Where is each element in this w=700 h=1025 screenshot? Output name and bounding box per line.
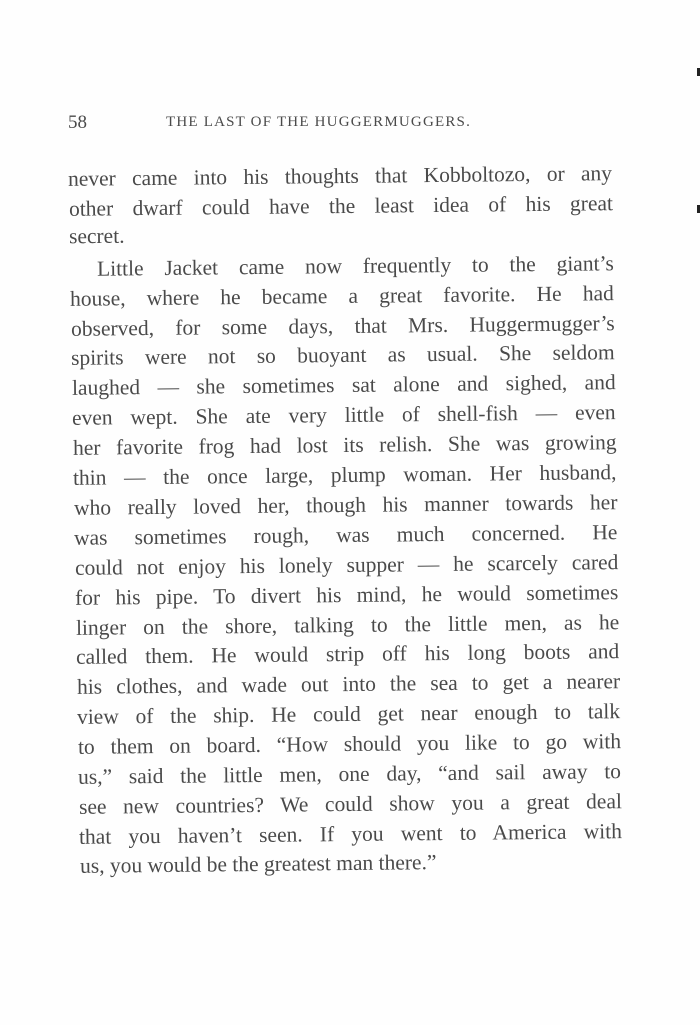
text-line: us, you would be the greatest man there.” <box>79 849 437 878</box>
text-line: his clothes, and wade out into the sea to get a nearer <box>76 669 620 700</box>
text-line: never came into his thoughts that Kobboltozo, or any <box>67 161 613 191</box>
text-line: other dwarf could have the least idea of his great <box>68 191 613 221</box>
text-line: was sometimes rough, was much concerned. He <box>73 519 618 550</box>
text-line: called them. He would strip off his long boots and <box>75 639 620 670</box>
text-line: spirits were not so buoyant as usual. She seldom <box>70 340 615 371</box>
text-line: house, where he became a great favorite. He had <box>69 280 614 311</box>
text-line: even wept. She ate very little of shell-fish — even <box>71 400 616 431</box>
text-line: Little Jacket came now frequently to the giant’s <box>96 250 614 281</box>
text-line: who really loved her, though his manner towards her <box>73 490 618 520</box>
running-title: THE LAST OF THE HUGGERMUGGERS. <box>166 114 472 130</box>
text-line: observed, for some days, that Mrs. Huggermugger’s <box>70 310 615 341</box>
text-line: thin — the once large, plump woman. Her husband, <box>72 460 617 490</box>
text-line: see new countries? We could show you a great deal <box>78 789 622 819</box>
text-line: for his pipe. To divert his mind, he would sometimes <box>74 579 619 610</box>
text-line: secret. <box>68 223 125 249</box>
text-line: her favorite frog had lost its relish. She was growing <box>72 430 617 460</box>
text-line: linger on the shore, talking to the little men, as he <box>75 609 619 640</box>
text-line: to them on board. “How should you like to go with <box>77 729 621 759</box>
text-line: view of the ship. He could get near enough to talk <box>76 699 621 730</box>
text-line: could not enjoy his lonely supper — he scarcely cared <box>74 549 618 580</box>
text-line: us,” said the little men, one day, “and sail away to <box>77 759 622 789</box>
running-header <box>68 112 518 134</box>
text-line: that you haven’t seen. If you went to America with <box>78 818 623 849</box>
text-line: laughed — she sometimes sat alone and sighed, and <box>71 370 616 401</box>
page-number: 58 <box>68 112 87 133</box>
